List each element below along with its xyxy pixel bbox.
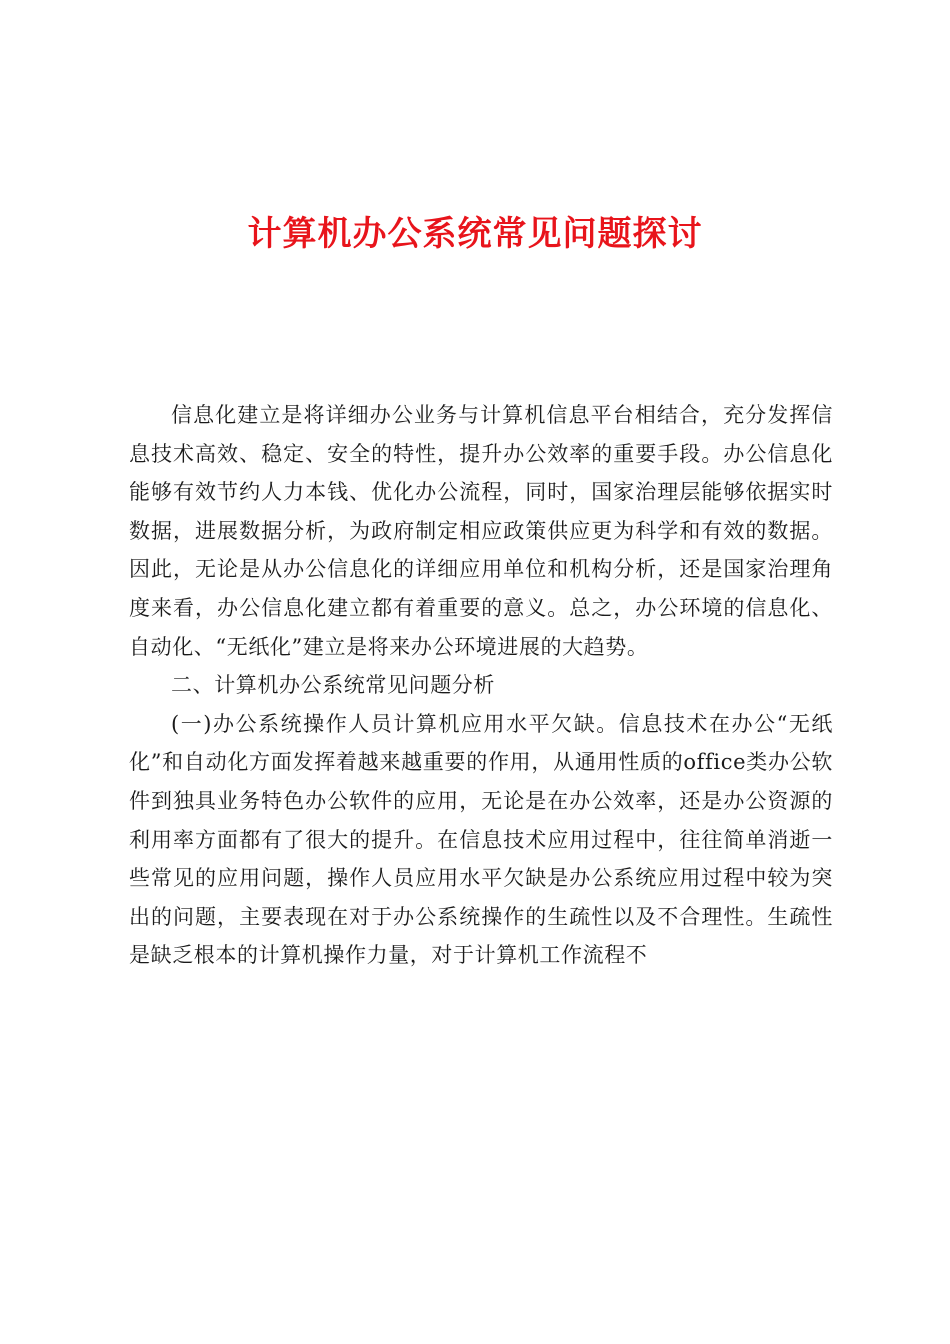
paragraph-intro: 信息化建立是将详细办公业务与计算机信息平台相结合，充分发挥信息技术高效、稳定、安全的特性，提升办公效率的重要手段。办公信息化能够有效节约人力本钱、优化办公流程，同时，国家治理层能够依据实时数据，进展数据分析，为政府制定相应政策供应更为科学和有效的数据。因此，无论是从办公信息化的详细应用单位和机构分析，还是国家治理角度来看，办公信息化建立都有着重要的意义。总之，办公环境的信息化、自动化、“无纸化”建立是将来办公环境进展的大趋势。: [129, 403, 833, 659]
section-heading: 二、计算机办公系统常见问题分析: [171, 673, 495, 698]
paragraph-problem-1: (一)办公系统操作人员计算机应用水平欠缺。信息技术在办公“无纸化”和自动化方面发挥着越来越重要的作用，从通用性质的office类办公软件到独具业务特色办公软件的应用，无论是在办公效率，还是办公资源的利用率方面都有了很大的提升。在信息技术应用过程中，往往简单消逝一些常见的应用问题，操作人员应用水平欠缺是办公系统应用过程中较为突出的问题，主要表现在对于办公系统操作的生疏性以及不合理性。生疏性是缺乏根本的计算机操作力量，对于计算机工作流程不: [129, 711, 833, 968]
document-title: 计算机办公系统常见问题探讨: [247, 214, 703, 254]
document-body: [129, 396, 833, 975]
